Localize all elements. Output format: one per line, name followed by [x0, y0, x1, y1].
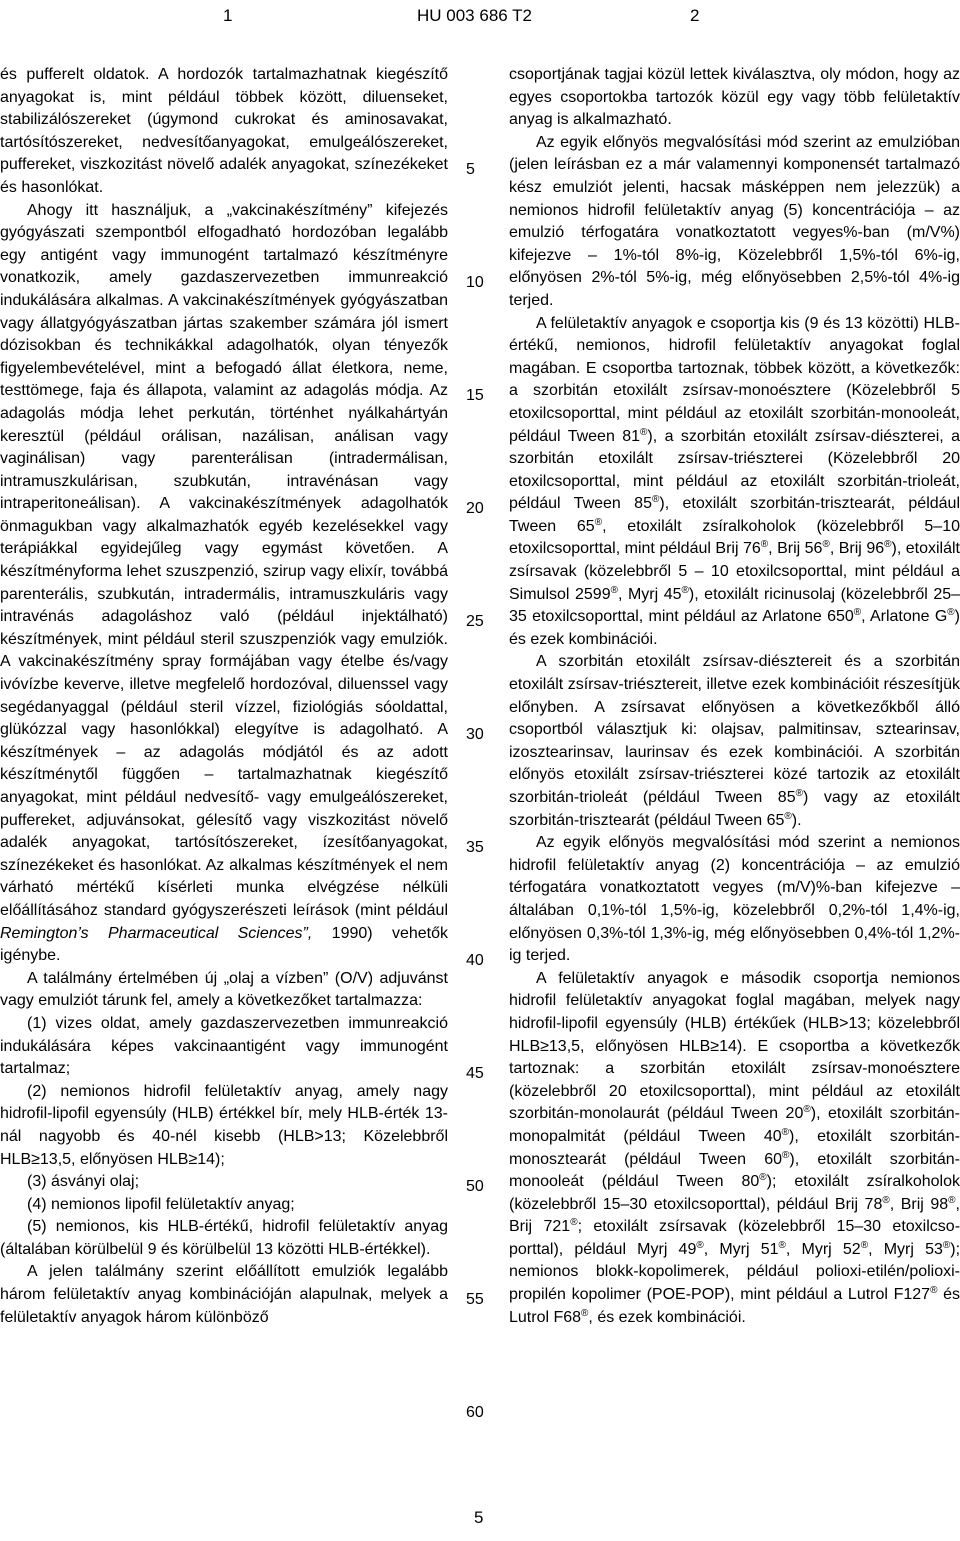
line-number: 35 — [466, 839, 484, 856]
page-number: 5 — [474, 1508, 484, 1527]
registered-mark: ® — [795, 788, 803, 799]
text-run: ), etoxilált szorbitán-trisztearát, például Tween 65 — [509, 495, 960, 535]
patent-number-title: HU 003 686 T2 — [417, 6, 532, 25]
registered-mark: ® — [947, 607, 955, 619]
text-run: , Brij 96 — [829, 540, 885, 558]
text-run: , Brij 98 — [889, 1195, 949, 1213]
text-run: ), etoxilált szorbitán-monosztearát (például Tween 60 — [509, 1127, 960, 1168]
paragraph — [509, 968, 960, 1330]
text-run: , és ezek kombinációi. — [588, 1308, 746, 1326]
text-run: ), etoxilált szorbitán-monooleát (például Tween 80 — [509, 1150, 960, 1191]
registered-mark: ® — [882, 1194, 890, 1206]
text-run: Ahogy itt használjuk, a „vakcinakészítmény” kifejezés gyógyászati szempontból elfogadható hordozóban legalább egy antigént vagy immunogént tartalmazó készítményre vonatkozik, amely gazdaszervezetben immunreakció indukálására alkalmas. A vakcinakészítmények gyógyászatban vagy állatgyógyászatban jártas szakember számára jól ismert dózisokban és technikákkal adagolhatók, olyan tényezők figyelembevételével, mint a befogadó állat életkora, neme, testtömege, faja és állapota, valamint az adagolás módja. Az adagolás módja lehet perkután, történhet nyálkahártyán keresztül (például orálisan, nazálisan, análisan vagy vaginálisan) vagy parenterálisan (intradermálisan, intramuszkulárisan, szubkután, intravénásan vagy intraperitoneálisan). A vakcinakészítmények adagolhatók önmagukban vagy alkalmazhatók egyéb kezelésekkel vagy terápiákkal egyidejűleg vagy egymást követően. A készítményforma lehet szuszpenzió, szirup vagy elixír, továbbá parenterális, szubkután, intradermális, intramuszkuláris vagy intravénás adagoláshoz való (például injektálható) készítmények, mint például steril szuszpenziók vagy emulziók. A vakcinakészítmény spray formájában vagy ételbe és/vagy ivóvízbe keverve, illetve megfelelő hordozóval, diluenssel vagy segédanyaggal (például steril vízzel, fiziológiás sóoldattal, glükózzal vagy hasonlókkal) elegyítve is adagolható. A készítmények – az adagolás módjától és az adott készítménytől függően – tartalmazhatnak kiegészítő anyagokat, mint például nedvesítő- vagy emulgeálószereket, puffereket, adjuvánsokat, gélesítő vagy viszkozitást növelő adalék anyagokat, tartósítószereket, ízesítőanyagokat, színezékeket és hasonlókat. Az alkalmas készítmények el nem várható mértékű kísérleti munka elvégzése nélküli előállításához standard gyógyszerészeti leírások (mint például — [0, 201, 448, 919]
text-run: , etoxilált zsíralkoholok (közelebbről 5–10 etoxilcsoporttal, mint például Brij 76 — [509, 517, 960, 558]
line-number: 5 — [466, 161, 475, 178]
paragraph: A jelen találmány szerint előállított emulziók legalább három felületaktív anyag kombinációján alapulnak, melyek a felületaktív anyagok három különböző — [0, 1263, 448, 1326]
line-number: 30 — [466, 726, 484, 743]
line-number: 15 — [466, 387, 484, 404]
text-run: és Lutrol F68 — [509, 1286, 960, 1326]
paragraph: és pufferelt oldatok. A hordozók tartalmazhatnak kiegészítő anyagokat is, mint például többek között, diluenseket, stabilizálószereket (úgymond cukrokat és aminosavakat, tartósítószereket, nedvesítőanyagokat, emulgeálószereket, puffereket, viszkozitást növelő adalék anyagokat, színezékeket és hasonlókat. — [0, 66, 448, 196]
registered-mark: ® — [884, 539, 892, 551]
registered-mark: ® — [781, 1126, 790, 1138]
registered-mark: ® — [696, 1239, 704, 1251]
paragraph — [0, 200, 448, 968]
line-number: 50 — [466, 1178, 484, 1195]
list-item: (1) vizes oldat, amely gazdaszervezetben immunreakció indukálására képes vakcinaantigént vagy immunogént tartalmaz; — [0, 1014, 448, 1078]
registered-mark: ® — [782, 1149, 790, 1161]
italic-citation: Remington’s Pharmaceutical Sciences”, — [0, 924, 313, 942]
text-run: ). — [791, 811, 802, 829]
paragraph — [509, 651, 960, 832]
text-run: , Myrj 53 — [868, 1240, 943, 1258]
text-run: , Myrj 45 — [617, 585, 682, 603]
registered-mark: ® — [853, 607, 862, 619]
text-run: , Arlatone G — [861, 608, 948, 626]
registered-mark: ® — [803, 1104, 811, 1116]
text-run: ), etoxilált ricinusolaj (közelebbről 25–35 etoxilcsoporttal, mint például az Arlatone 650 — [509, 585, 960, 626]
text-run: ) vagy az etoxilált szorbitán-trisztearát (például Tween 65 — [509, 789, 960, 829]
header-left-column-number: 1 — [223, 6, 233, 25]
registered-mark: ® — [822, 539, 830, 551]
text-run: , Myrj 52 — [785, 1240, 861, 1258]
registered-mark: ® — [784, 810, 792, 822]
registered-mark: ® — [778, 1239, 786, 1251]
registered-mark: ® — [640, 426, 648, 438]
header-right-column-number: 2 — [690, 6, 700, 25]
text-run: A felületaktív anyagok e csoportja kis (9 és 13 közötti) HLB-értékű, nemionos, hidrofil felületaktív anyagokat foglal magában. E csoportba tartoznak, többek között, a következők: a szorbitán etoxilált zsírsav-monoésztere (Közelebbről 5 etoxilcsoporttal, mint például az etoxilált szorbitán-monooleát, például Tween 81 — [509, 314, 960, 445]
text-run: A felületaktív anyagok e második csoportja nemionos hidrofil felületaktív anyagokat foglal magában, melyek nagy hidrofil-lipofil egyensúly (HLB) értékűek (HLB>13; közelebbről HLB≥13,5, előnyösen HLB≥14). E csoportba a következők tartoznak: a szorbitán etoxilált zsírsav-monoésztere (közelebbről 20 etoxilcsoporttal), mint például az etoxilált szorbitán-monolaurát (például Tween 20 — [509, 969, 960, 1123]
registered-mark: ® — [594, 516, 603, 528]
list-item: (4) nemionos lipofil felületaktív anyag; — [27, 1195, 295, 1213]
line-number: 10 — [466, 274, 484, 291]
text-run: ), etoxilált szorbitán-monopalmitát (például Tween 40 — [509, 1105, 960, 1145]
text-run: ; etoxilált zsírsavak (közelebbről 15–30 etoxilcsoporttal), például Myrj 49 — [509, 1218, 960, 1258]
registered-mark: ® — [681, 584, 689, 596]
registered-mark: ® — [860, 1239, 869, 1251]
text-run: ); etoxilált zsíralkoholok (közelebbről 15–30 etoxilcsoporttal), például Brij 78 — [509, 1173, 960, 1213]
registered-mark: ® — [948, 1194, 956, 1206]
paragraph — [509, 313, 960, 652]
paragraph: Az egyik előnyös megvalósítási mód szerint az emulzióban (jelen leírásban ez a már valamennyi komponensét tartalmazó kész emulziót jelenti, hacsak másképpen nem jelezzük) a nemionos hidrofil felületaktív anyag (5) koncentrációja – az emulzió térfogatára vonatkoztatott vegyes%-ban (m/V%) kifejezve – 1%-tól 8%-ig, Közelebbről 1,5%-tól 6%-ig, előnyösen 2%-tól 5%-ig, még előnyösebben 2,5%-tól 4%-ig terjed. — [509, 133, 960, 309]
right-text-column — [509, 64, 960, 1329]
left-text-column — [0, 64, 448, 1329]
list-item: (2) nemionos hidrofil felületaktív anyag, amely nagy hidrofil-lipofil egyensúly (HLB) értékkel bír, mely HLB-érték 13-nál nagyobb és 40-nél kisebb (HLB>13; Közelebbről HLB≥13,5, előnyösen HLB≥14); — [0, 1082, 448, 1168]
text-run: ), etoxilált zsírsavak (közelebbről 5 – 10 etoxilcsoporttal, mint például a Simulsol 2599 — [509, 540, 960, 603]
text-run: , Brij 56 — [768, 540, 823, 558]
paragraph: csoportjának tagjai közül lettek kiválasztva, oly módon, hogy az egyes csoportokba tartozók közül egy vagy több felületaktív anyag is alkalmazható. — [509, 66, 960, 129]
registered-mark: ® — [610, 584, 618, 596]
text-run: ) és ezek kombinációi. — [509, 608, 960, 648]
registered-mark: ® — [570, 1217, 578, 1229]
line-number: 20 — [466, 500, 484, 517]
list-item: (3) ásványi olaj; — [27, 1173, 140, 1191]
text-run: , Myrj 51 — [703, 1240, 779, 1258]
line-number: 60 — [466, 1404, 484, 1421]
line-number: 25 — [466, 613, 484, 630]
registered-mark: ® — [760, 539, 769, 551]
text-run: 1990) vehetők igénybe. — [0, 924, 448, 965]
registered-mark: ® — [759, 1172, 767, 1184]
line-number: 40 — [466, 952, 484, 969]
line-number: 45 — [466, 1065, 484, 1082]
text-run: ), a szorbitán etoxilált zsírsav-diészterei, a szorbitán etoxilált zsírsav-triészterei (Közelebbről 20 etoxilcsoporttal, mint például az etoxilált szorbitán-trioleát, például Tween 85 — [509, 427, 960, 513]
paragraph: A találmány értelmében új „olaj a vízben” (O/V) adjuvánst vagy emulziót tárunk fel, amely a következőket tartalmazza: — [0, 969, 448, 1010]
registered-mark: ® — [930, 1285, 938, 1297]
registered-mark: ® — [651, 494, 660, 506]
text-run: A szorbitán etoxilált zsírsav-diésztereit és a szorbitán etoxilált zsírsav-triésztereit, illetve ezek kombinációit részesítjük előnyben. A zsírsavat előnyösen a következőkből álló csoportból választjuk ki: olajsav, palmitinsav, sztearinsav, izosztearinsav, laurinsav és ezek kombinációi. A szorbitán előnyös etoxilált zsírsav-triészterei közé tartozik az etoxilált szorbitán-trioleát (például Tween 85 — [509, 653, 960, 806]
line-number: 55 — [466, 1291, 484, 1308]
list-item: (5) nemionos, kis HLB-értékű, hidrofil felületaktív anyag (általában körülbelül 9 és körülbelül 13 közötti HLB-értékkel). — [0, 1218, 448, 1258]
paragraph: Az egyik előnyös megvalósítási mód szerint a nemionos hidrofil felületaktív anyag (2) koncentrációja – az emulzió térfogatára vonatkoztatott vegyes (m/V)%-ban kifejezve – általában 0,1%-tól 1,5%-ig, közelebbről 0,2%-tól 1,4%-ig, előnyösen 0,3%-tól 1,3%-ig, még előnyösebben 0,4%-tól 1,2%-ig terjed. — [509, 834, 960, 965]
text-run: , Brij 721 — [509, 1195, 960, 1236]
registered-mark: ® — [942, 1239, 951, 1251]
text-run: ); nemionos blokk-kopolimerek, például polioxi-etilén/polioxi-propilén kopolimer (POE-POP), mint például a Lutrol F127 — [509, 1240, 960, 1304]
registered-mark: ® — [581, 1307, 589, 1319]
